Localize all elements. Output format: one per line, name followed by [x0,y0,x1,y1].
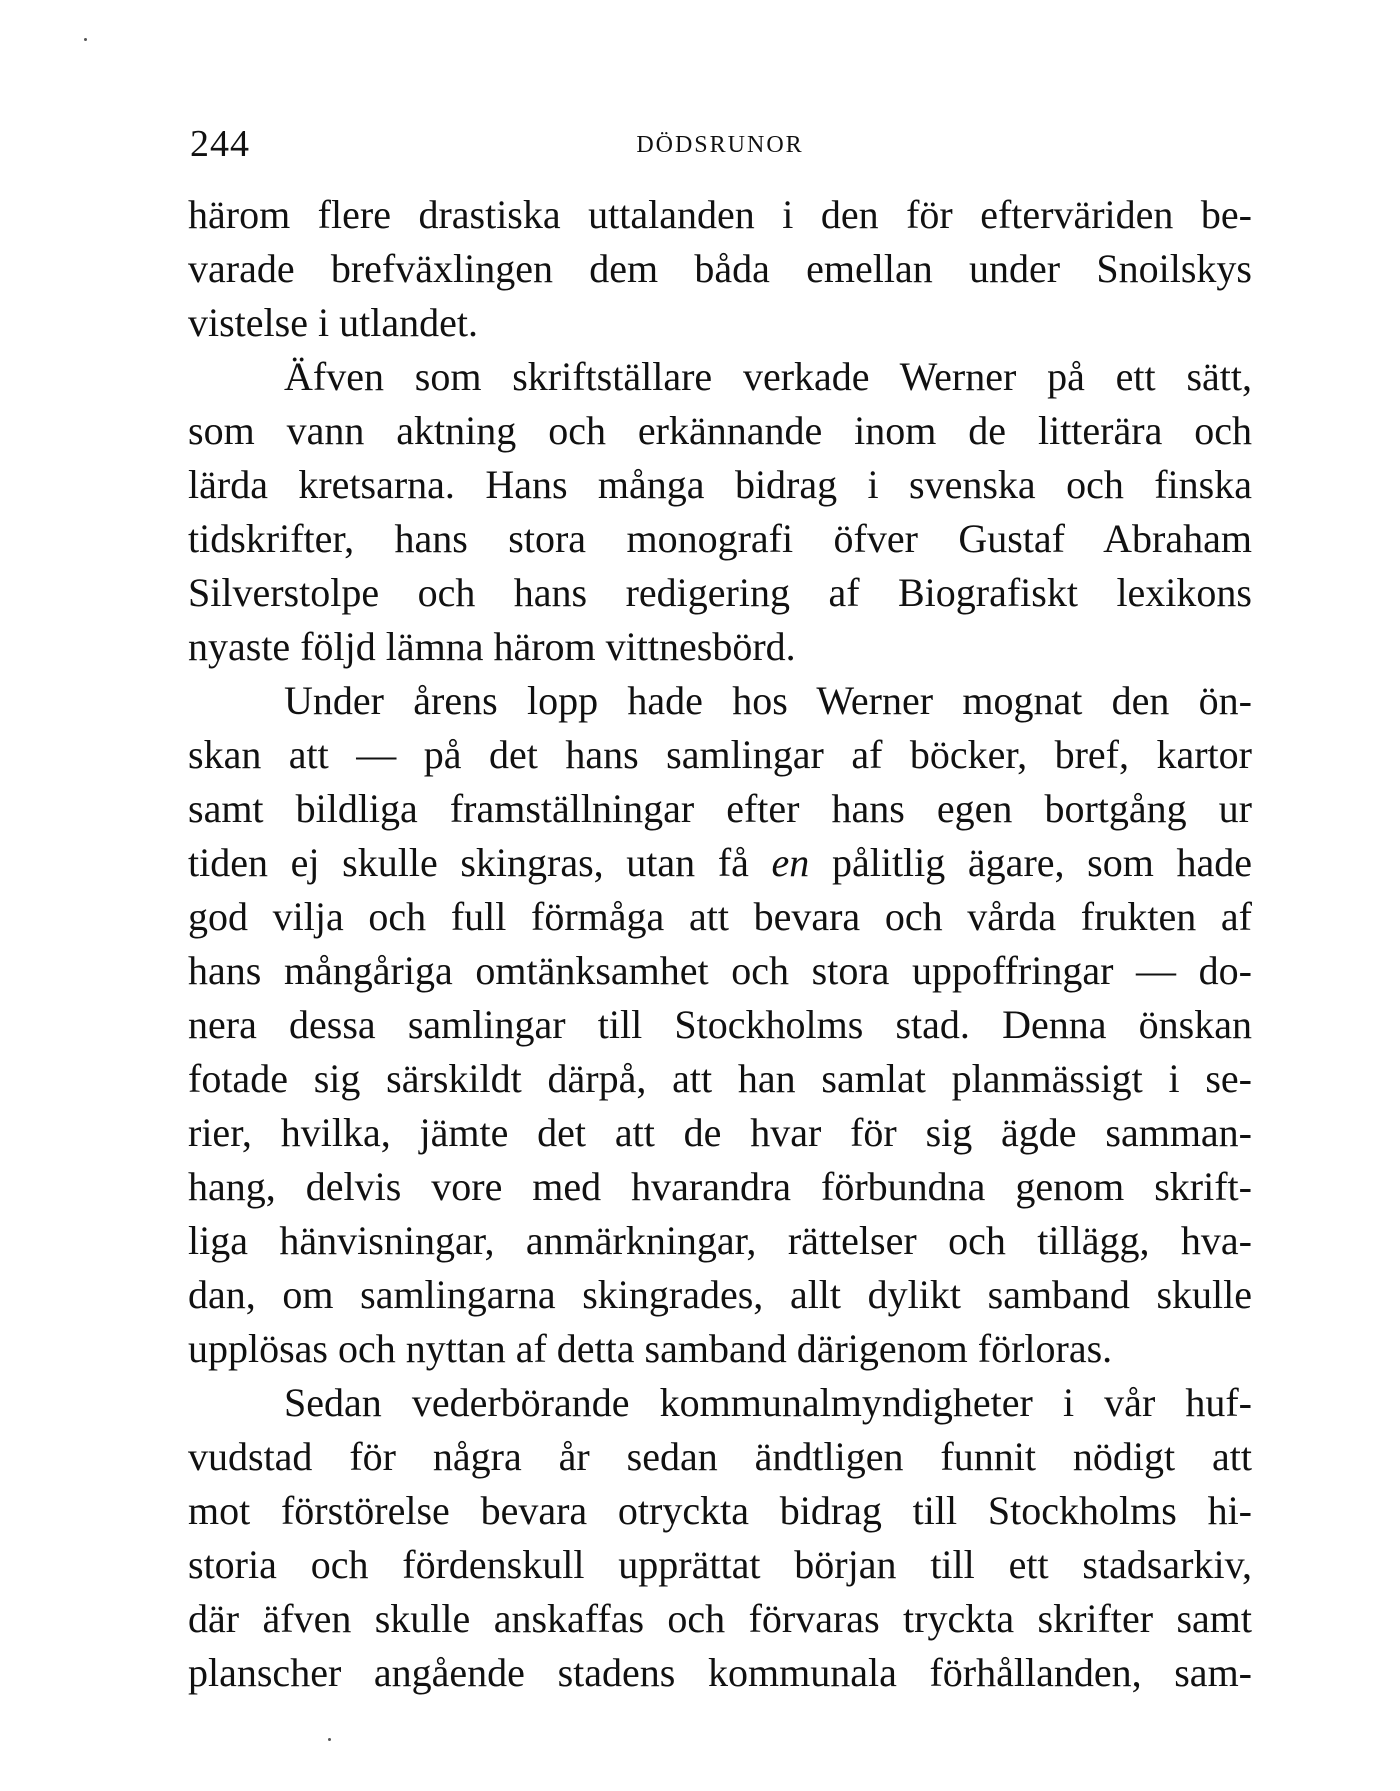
text-line: Under årens lopp hade hos Werner mognat den ön- [284,678,1252,723]
text-line: samt bildliga framställningar efter hans egen bortgång ur [188,786,1252,831]
text-line: mot förstörelse bevara otryckta bidrag till Stockholms hi- [188,1488,1252,1533]
paragraph-4 [188,1376,1252,1700]
text-line-with-italic [188,836,1252,890]
text-line: nera dessa samlingar till Stockholms stad. Denna önskan [188,1002,1252,1047]
running-head: DÖDSRUNOR [636,132,804,158]
page-number: 244 [190,123,250,165]
text-line: god vilja och full förmåga att bevara och vårda frukten af [188,894,1252,939]
text-line: Sedan vederbörande kommunalmyndigheter i vår huf- [284,1380,1252,1425]
text-line: Silverstolpe och hans redigering af Biografiskt lexikons [188,570,1252,615]
text-line: vistelse i utlandet. [188,300,478,345]
print-speck [84,38,87,41]
paragraph-3 [188,674,1252,1376]
text-line: hans mångåriga omtänksamhet och stora uppoffringar — do- [188,948,1252,993]
text-line: skan att — på det hans samlingar af böcker, bref, kartor [188,732,1252,777]
text-line: där äfven skulle anskaffas och förvaras tryckta skrifter samt [188,1596,1252,1641]
italic-word: en [771,840,810,885]
text-segment: tiden ej skulle skingras, utan få [188,840,772,885]
text-line: tidskrifter, hans stora monografi öfver Gustaf Abraham [188,516,1252,561]
text-line: hang, delvis vore med hvarandra förbundna genom skrift- [188,1164,1252,1209]
text-line: planscher angående stadens kommunala förhållanden, sam- [188,1650,1252,1695]
text-line: fotade sig särskildt därpå, att han samlat planmässigt i se- [188,1056,1252,1101]
text-line: upplösas och nyttan af detta samband därigenom förloras. [188,1326,1113,1371]
text-line: liga hänvisningar, anmärkningar, rättelser och tillägg, hva- [188,1218,1252,1263]
body-text [188,188,1252,1700]
text-line: lärda kretsarna. Hans många bidrag i svenska och finska [188,462,1252,507]
text-segment: pålitlig ägare, som hade [809,840,1252,885]
text-line: som vann aktning och erkännande inom de litterära och [188,408,1252,453]
text-line: dan, om samlingarna skingrades, allt dylikt samband skulle [188,1272,1252,1317]
text-line: vudstad för några år sedan ändtligen funnit nödigt att [188,1434,1252,1479]
paragraph-2 [188,350,1252,674]
page-header [190,124,1250,164]
paragraph-1 [188,188,1252,350]
text-line: Äfven som skriftställare verkade Werner på ett sätt, [284,354,1252,399]
text-line: storia och fördenskull upprättat början till ett stadsarkiv, [188,1542,1252,1587]
print-speck [328,1738,331,1741]
text-line: nyaste följd lämna härom vittnesbörd. [188,624,796,669]
text-line: härom flere drastiska uttalanden i den för efterväriden be- [188,192,1252,237]
text-line: varade brefväxlingen dem båda emellan under Snoilskys [188,246,1252,291]
text-line: rier, hvilka, jämte det att de hvar för sig ägde samman- [188,1110,1252,1155]
